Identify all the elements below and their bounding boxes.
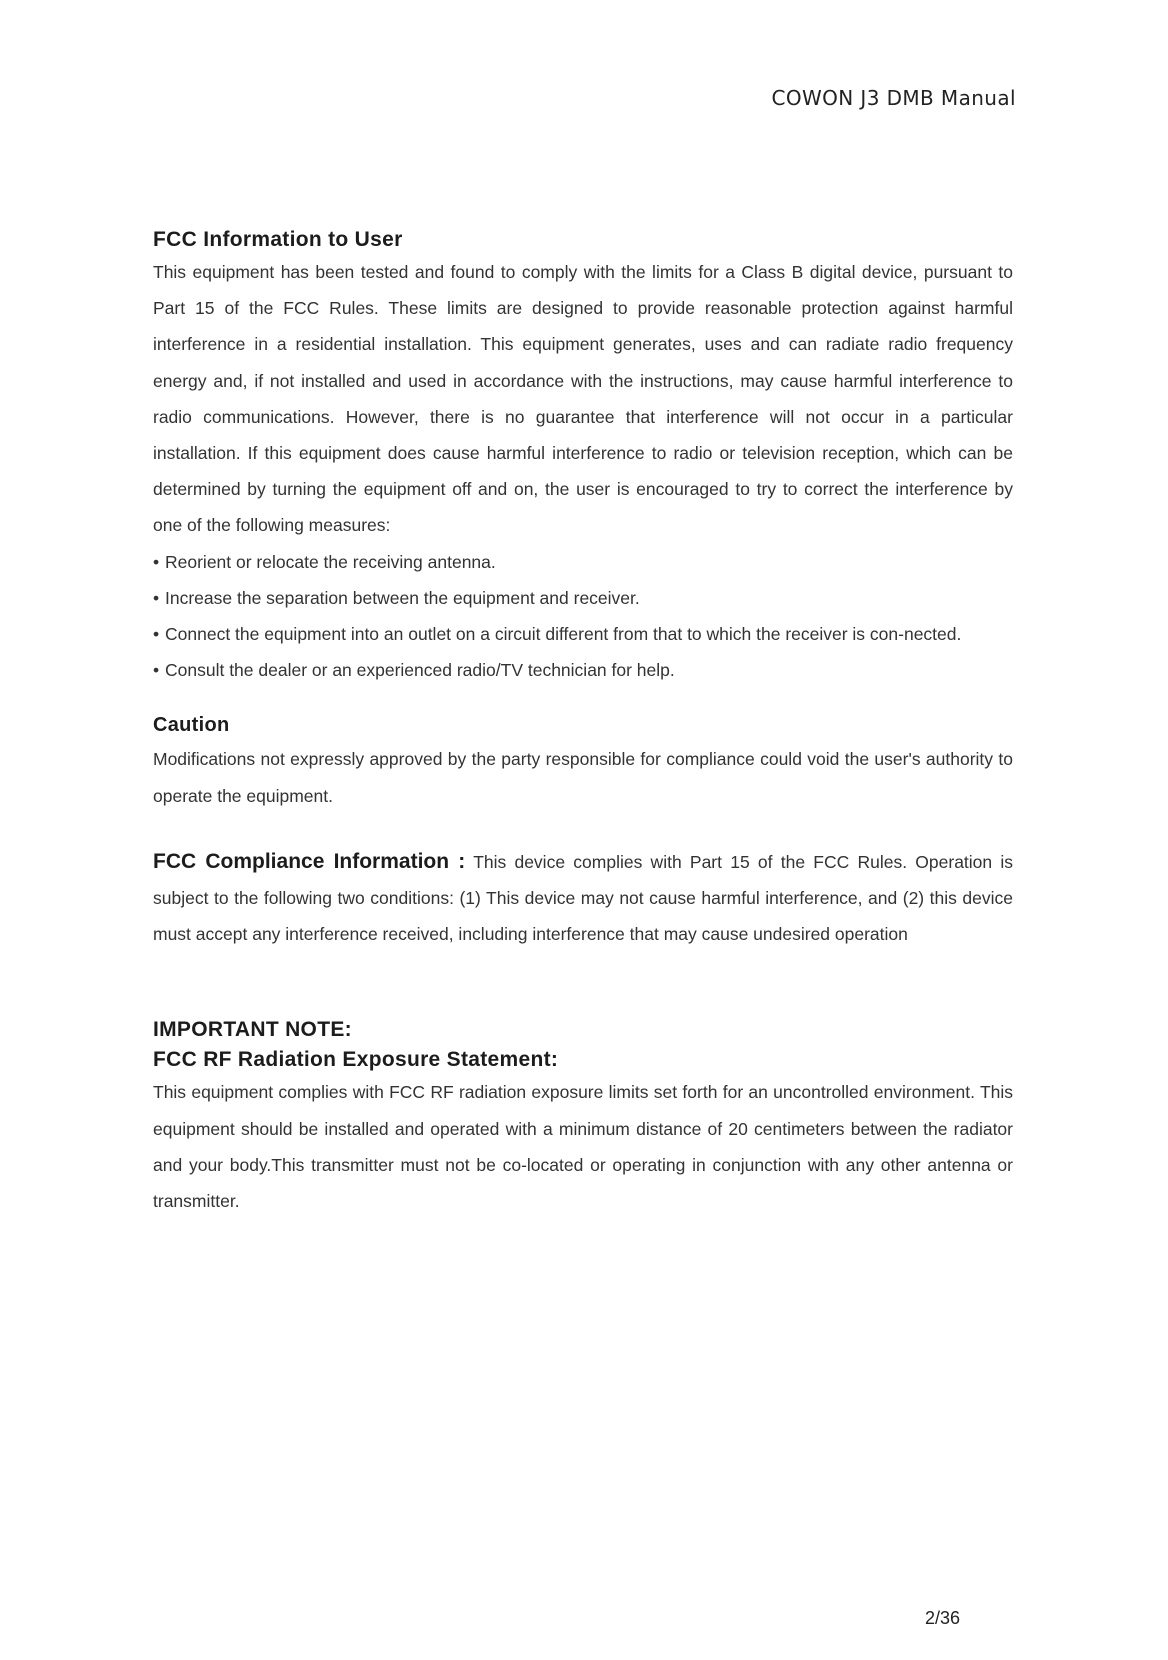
rf-exposure-body: This equipment complies with FCC RF radiation exposure limits set forth for an uncontrolled environment. This equipment should be installed and operated with a minimum distance of 20 centimeters between the radiator and your body.This transmitter must not be co-located or operating in conjunction with any other antenna or transmitter. [153, 1082, 1013, 1212]
compliance-lead: FCC Compliance Information : [153, 849, 466, 873]
bullet-icon: • [153, 551, 160, 572]
document-header-title: COWON J3 DMB Manual [771, 86, 1016, 110]
measures-list [153, 544, 1013, 689]
fcc-information-heading: FCC Information to User [153, 228, 403, 251]
rf-exposure-heading: FCC RF Radiation Exposure Statement: [153, 1048, 559, 1072]
important-note-section [153, 1018, 1013, 1219]
list-item: • Connect the equipment into an outlet on a circuit different from that to which the receiver is con-nected. [153, 616, 1013, 652]
list-item: • Increase the separation between the equipment and receiver. [153, 580, 1013, 616]
bullet-icon: • [153, 660, 160, 681]
page-content [153, 228, 1013, 1219]
list-item: • Reorient or relocate the receiving antenna. [153, 544, 1013, 580]
list-item: • Consult the dealer or an experienced radio/TV technician for help. [153, 652, 1013, 688]
bullet-icon: • [153, 624, 160, 645]
caution-body: Modifications not expressly approved by the party responsible for compliance could void the user's authority to operate the equipment. [153, 749, 1013, 806]
important-note-heading: IMPORTANT NOTE: [153, 1018, 352, 1042]
caution-section [153, 714, 1013, 813]
caution-heading: Caution [153, 714, 230, 737]
compliance-section [153, 844, 1013, 953]
fcc-information-body: This equipment has been tested and found to comply with the limits for a Class B digital device, pursuant to Part 15 of the FCC Rules. These limits are designed to provide reasonable protection against harmful interference in a residential installation. This equipment generates, uses and can radiate radio frequency energy and, if not installed and used in accordance with the instructions, may cause harmful interference to radio communications. However, there is no guarantee that interference will not occur in a particular installation. If this equipment does cause harmful interference to radio or television reception, which can be determined by turning the equipment off and on, the user is encouraged to try to correct the interference by one of the following measures: [153, 262, 1013, 536]
page-number: 2/36 [925, 1608, 961, 1628]
fcc-information-section [153, 228, 1013, 688]
compliance-body: This device complies with Part 15 of the FCC Rules. Operation is subject to the following two conditions: (1) This device may not cause harmful interference, and (2) this device must accept any interference received, including interference that may cause undesired operation [153, 851, 1014, 945]
compliance-paragraph [153, 844, 1013, 953]
bullet-icon: • [153, 587, 160, 608]
